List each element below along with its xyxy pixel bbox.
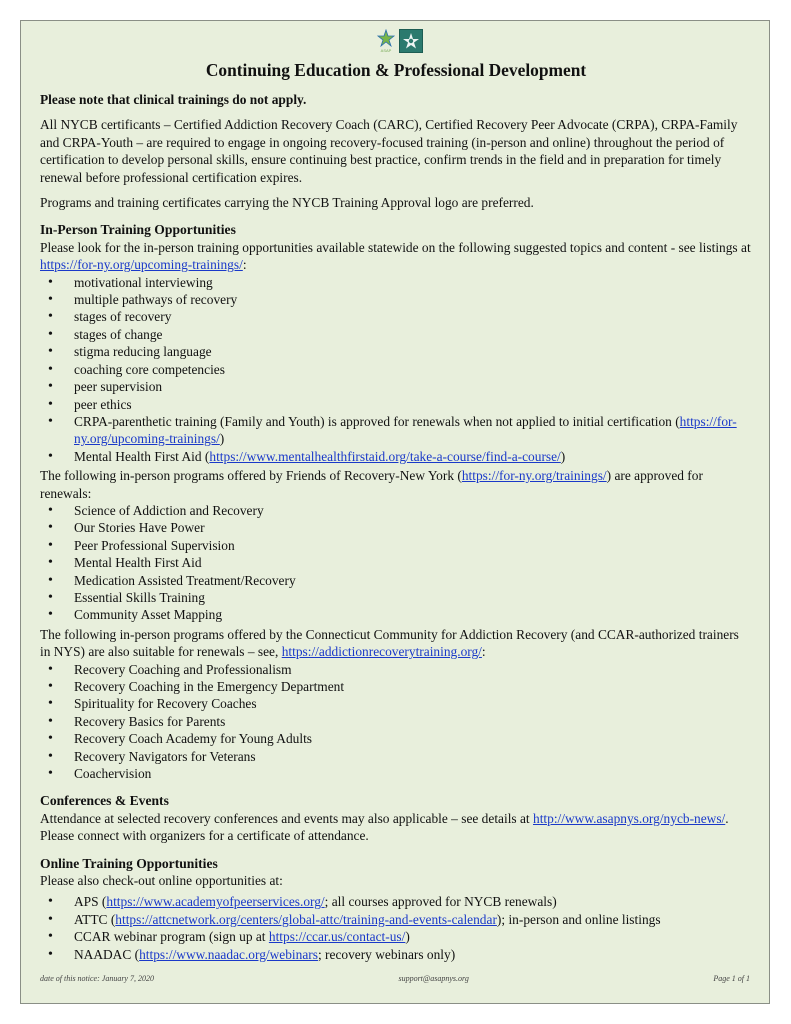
page-number: Page 1 of 1: [713, 973, 750, 983]
conferences-section: [40, 792, 752, 844]
list-item: • Mental Health First Aid: [74, 554, 752, 571]
list-item-mhfa: • Mental Health First Aid (https://www.mentalhealthfirstaid.org/take-a-course/find-a-course/): [74, 448, 752, 465]
ccar-training-link[interactable]: https://addictionrecoverytraining.org/: [281, 644, 482, 660]
online-list: [40, 893, 752, 963]
nycb-news-link[interactable]: http://www.asapnys.org/nycb-news/: [533, 810, 726, 826]
aps-link[interactable]: https://www.academyofpeerservices.org/: [106, 894, 325, 910]
in-person-lead: Please look for the in-person training opportunities available statewide on the following suggested topics and content - see listings at https://for-ny.org/upcoming-trainings/:: [40, 239, 751, 273]
list-item: • Spirituality for Recovery Coaches: [74, 695, 752, 712]
list-item: • Our Stories Have Power: [74, 519, 752, 536]
list-item: • Recovery Navigators for Veterans: [74, 748, 752, 765]
crpa-trainings-link[interactable]: https://for-ny.org/upcoming-trainings/: [74, 413, 737, 447]
list-item: • Coachervision: [74, 765, 752, 782]
note: Please note that clinical trainings do not apply.: [40, 92, 307, 107]
list-item: • stages of change: [74, 326, 752, 343]
mhfa-link[interactable]: https://www.mentalhealthfirstaid.org/take-a-course/find-a-course/: [209, 448, 561, 464]
list-item: • Recovery Coaching in the Emergency Department: [74, 678, 752, 695]
in-person-section: [40, 221, 752, 782]
intro-paragraph: All NYCB certificants – Certified Addiction Recovery Coach (CARC), Certified Recovery Peer Advocate (CRPA), CRPA-Family and CRPA-Youth – are required to engage in ongoing recovery-focused training (in-person and online) throughout the period of certification to develop personal skills, ensure continuing best practice, confirm trends in the field and in preparation for timely renewal before professional certification expires.: [40, 117, 738, 185]
list-item: • peer supervision: [74, 378, 752, 395]
for-lead: The following in-person programs offered by Friends of Recovery-New York (https://for-ny.org/trainings/) are approved for renewals:: [40, 468, 703, 501]
topics-list: [40, 274, 752, 465]
online-heading: Online Training Opportunities: [40, 855, 218, 871]
document-page: [20, 20, 770, 1004]
ccar-contact-link[interactable]: https://ccar.us/contact-us/: [268, 929, 406, 945]
conferences-heading: Conferences & Events: [40, 793, 169, 809]
upcoming-trainings-link[interactable]: https://for-ny.org/upcoming-trainings/: [40, 257, 243, 273]
list-item: • Peer Professional Supervision: [74, 537, 752, 554]
list-item: • Community Asset Mapping: [74, 606, 752, 623]
list-item: • Science of Addiction and Recovery: [74, 502, 752, 519]
list-item-aps: • APS (https://www.academyofpeerservices.org/; all courses approved for NYCB renewals): [74, 893, 752, 910]
list-item: • Medication Assisted Treatment/Recovery: [74, 572, 752, 589]
logo-group: [376, 29, 423, 55]
naadac-link[interactable]: https://www.naadac.org/webinars: [139, 946, 318, 962]
list-item-attc: • ATTC (https://attcnetwork.org/centers/global-attc/training-and-events-calendar); in-person and online listings: [74, 911, 752, 928]
conferences-text: Attendance at selected recovery conferences and events may also applicable – see details at http://www.asapnys.org/nycb-news/. Please connect with organizers for a certificate of attendance.: [40, 810, 729, 844]
nycb-logo: [399, 29, 423, 53]
list-item: • stages of recovery: [74, 308, 752, 325]
online-section: [40, 855, 752, 963]
attc-link[interactable]: https://attcnetwork.org/centers/global-attc/training-and-events-calendar: [115, 911, 497, 927]
list-item: • coaching core competencies: [74, 361, 752, 378]
list-item: • stigma reducing language: [74, 343, 752, 360]
online-lead: Please also check-out online opportunities at:: [40, 873, 283, 889]
list-item: • Recovery Basics for Parents: [74, 713, 752, 730]
list-item: • motivational interviewing: [74, 274, 752, 291]
ccar-programs-list: [40, 661, 752, 783]
page-footer: [40, 970, 750, 987]
in-person-heading: In-Person Training Opportunities: [40, 222, 236, 238]
asap-logo: [376, 29, 396, 53]
for-programs-list: [40, 502, 752, 624]
support-email: support@asapnys.org: [398, 973, 469, 983]
list-item-ccar: • CCAR webinar program (sign up at https://ccar.us/contact-us/): [74, 928, 752, 945]
ccar-lead: The following in-person programs offered by the Connecticut Community for Addiction Recovery (and CCAR-authorized trainers in NYS) are also suitable for renewals – see, https://addictionrecoverytraining.org/:: [40, 626, 739, 660]
list-item-naadac: • NAADAC (https://www.naadac.org/webinars; recovery webinars only): [74, 946, 752, 963]
list-item: • Recovery Coaching and Professionalism: [74, 661, 752, 678]
notice-date: date of this notice: January 7, 2020: [40, 973, 154, 983]
page-title: Continuing Education & Professional Development: [205, 60, 587, 80]
for-trainings-link[interactable]: https://for-ny.org/trainings/: [461, 468, 607, 484]
list-item: • Recovery Coach Academy for Young Adults: [74, 730, 752, 747]
list-item-crpa: • CRPA-parenthetic training (Family and Youth) is approved for renewals when not applied to initial certification (https://for-ny.org/upcoming-trainings/): [74, 413, 752, 448]
list-item: • peer ethics: [74, 396, 752, 413]
logo-text: ASAP: [380, 48, 392, 53]
preferred-note: Programs and training certificates carrying the NYCB Training Approval logo are preferred.: [40, 195, 534, 211]
list-item: • multiple pathways of recovery: [74, 291, 752, 308]
list-item: • Essential Skills Training: [74, 589, 752, 606]
